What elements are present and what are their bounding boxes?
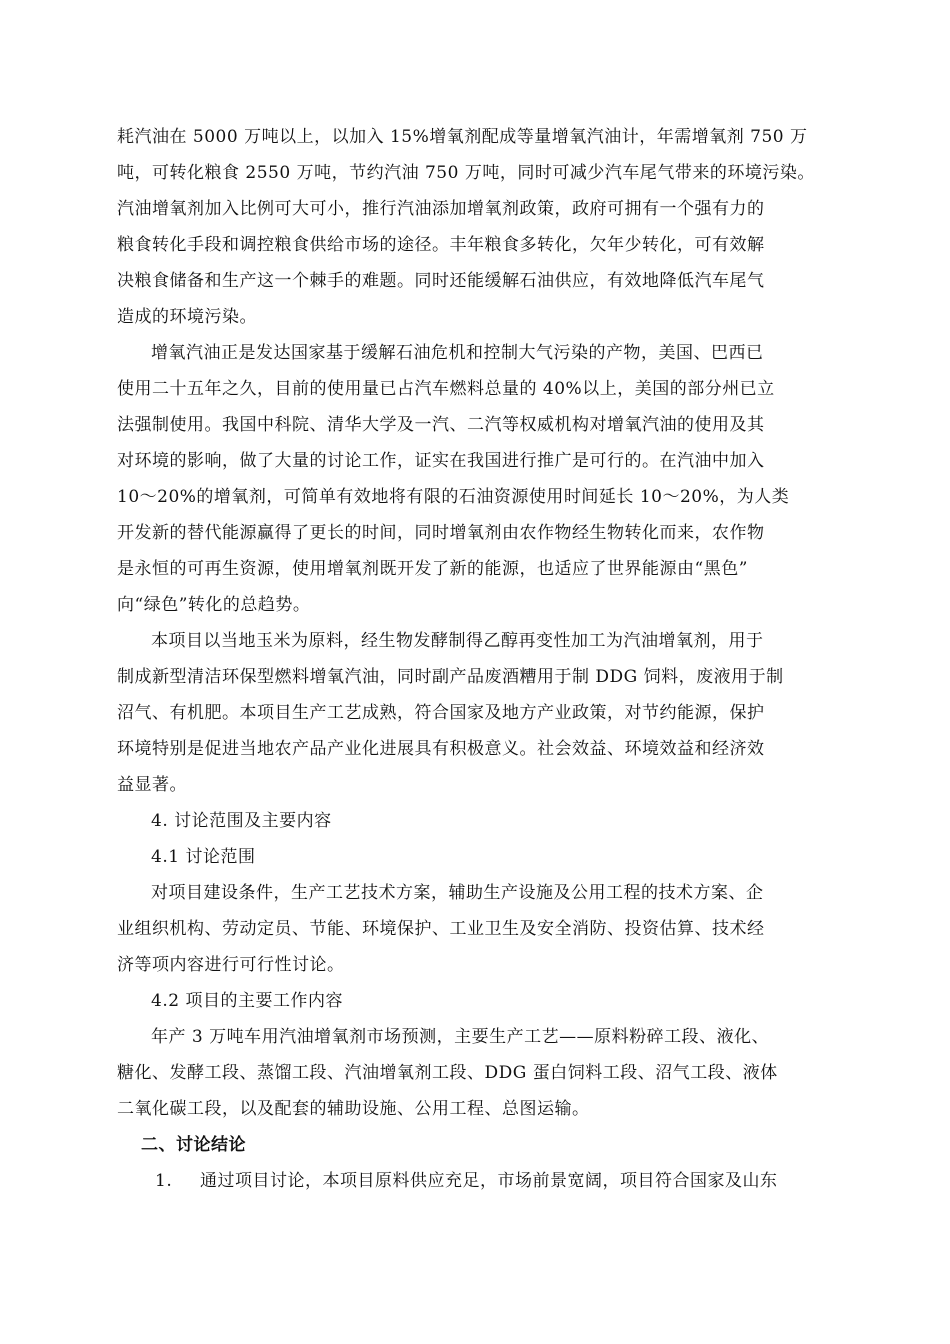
paragraph-line: 是永恒的可再生资源，使用增氧剂既开发了新的能源，也适应了世界能源由“黑色” bbox=[117, 559, 748, 579]
paragraph-line: 对项目建设条件，生产工艺技术方案，辅助生产设施及公用工程的技术方案、企 bbox=[151, 883, 764, 903]
paragraph-line: 制成新型清洁环保型燃料增氧汽油，同时副产品废酒糟用于制 DDG 饲料，废液用于制 bbox=[117, 667, 784, 687]
subsection-heading: 4.1 讨论范围 bbox=[151, 847, 256, 867]
paragraph-line: 二氧化碳工段，以及配套的辅助设施、公用工程、总图运输。 bbox=[117, 1099, 590, 1119]
paragraph-line: 糖化、发酵工段、蒸馏工段、汽油增氧剂工段、DDG 蛋白饲料工段、沼气工段、液体 bbox=[117, 1063, 778, 1083]
paragraph-line: 决粮食储备和生产这一个棘手的难题。同时还能缓解石油供应，有效地降低汽车尾气 bbox=[117, 271, 765, 291]
paragraph-line: 对环境的影响，做了大量的讨论工作，证实在我国进行推广是可行的。在汽油中加入 bbox=[117, 451, 765, 471]
paragraph-line: 汽油增氧剂加入比例可大可小，推行汽油添加增氧剂政策，政府可拥有一个强有力的 bbox=[117, 199, 765, 219]
paragraph-line: 吨，可转化粮食 2550 万吨，节约汽油 750 万吨，同时可减少汽车尾气带来的环境污染。 bbox=[117, 163, 815, 183]
paragraph-line: 沼气、有机肥。本项目生产工艺成熟，符合国家及地方产业政策，对节约能源，保护 bbox=[117, 703, 765, 723]
chapter-heading: 二、讨论结论 bbox=[141, 1135, 246, 1155]
paragraph-line: 本项目以当地玉米为原料，经生物发酵制得乙醇再变性加工为汽油增氧剂，用于 bbox=[151, 631, 764, 651]
list-item-text: 通过项目讨论，本项目原料供应充足，市场前景宽阔，项目符合国家及山东 bbox=[200, 1171, 778, 1191]
paragraph-line: 10～20%的增氧剂，可简单有效地将有限的石油资源使用时间延长 10～20%，为人类 bbox=[117, 487, 790, 507]
paragraph-line: 使用二十五年之久，目前的使用量已占汽车燃料总量的 40%以上，美国的部分州已立 bbox=[117, 379, 775, 399]
paragraph-line: 造成的环境污染。 bbox=[117, 307, 257, 327]
paragraph-line: 粮食转化手段和调控粮食供给市场的途径。丰年粮食多转化，欠年少转化，可有效解 bbox=[117, 235, 765, 255]
paragraph-line: 业组织机构、劳动定员、节能、环境保护、工业卫生及安全消防、投资估算、技术经 bbox=[117, 919, 765, 939]
paragraph-line: 开发新的替代能源赢得了更长的时间，同时增氧剂由农作物经生物转化而来，农作物 bbox=[117, 523, 765, 543]
paragraph-line: 益显著。 bbox=[117, 775, 187, 795]
paragraph-line: 年产 3 万吨车用汽油增氧剂市场预测，主要生产工艺——原料粉碎工段、液化、 bbox=[151, 1027, 770, 1047]
section-heading: 4. 讨论范围及主要内容 bbox=[151, 811, 332, 831]
paragraph-line: 环境特别是促进当地农产品产业化进展具有积极意义。社会效益、环境效益和经济效 bbox=[117, 739, 765, 759]
paragraph-line: 向“绿色”转化的总趋势。 bbox=[117, 595, 311, 615]
paragraph-line: 法强制使用。我国中科院、清华大学及一汽、二汽等权威机构对增氧汽油的使用及其 bbox=[117, 415, 765, 435]
paragraph-line: 增氧汽油正是发达国家基于缓解石油危机和控制大气污染的产物，美国、巴西已 bbox=[151, 343, 764, 363]
list-number: 1. bbox=[155, 1171, 173, 1191]
paragraph-line: 耗汽油在 5000 万吨以上，以加入 15%增氧剂配成等量增氧汽油计，年需增氧剂 750 万 bbox=[117, 127, 808, 147]
paragraph-line: 济等项内容进行可行性讨论。 bbox=[117, 955, 345, 975]
subsection-heading: 4.2 项目的主要工作内容 bbox=[151, 991, 343, 1011]
